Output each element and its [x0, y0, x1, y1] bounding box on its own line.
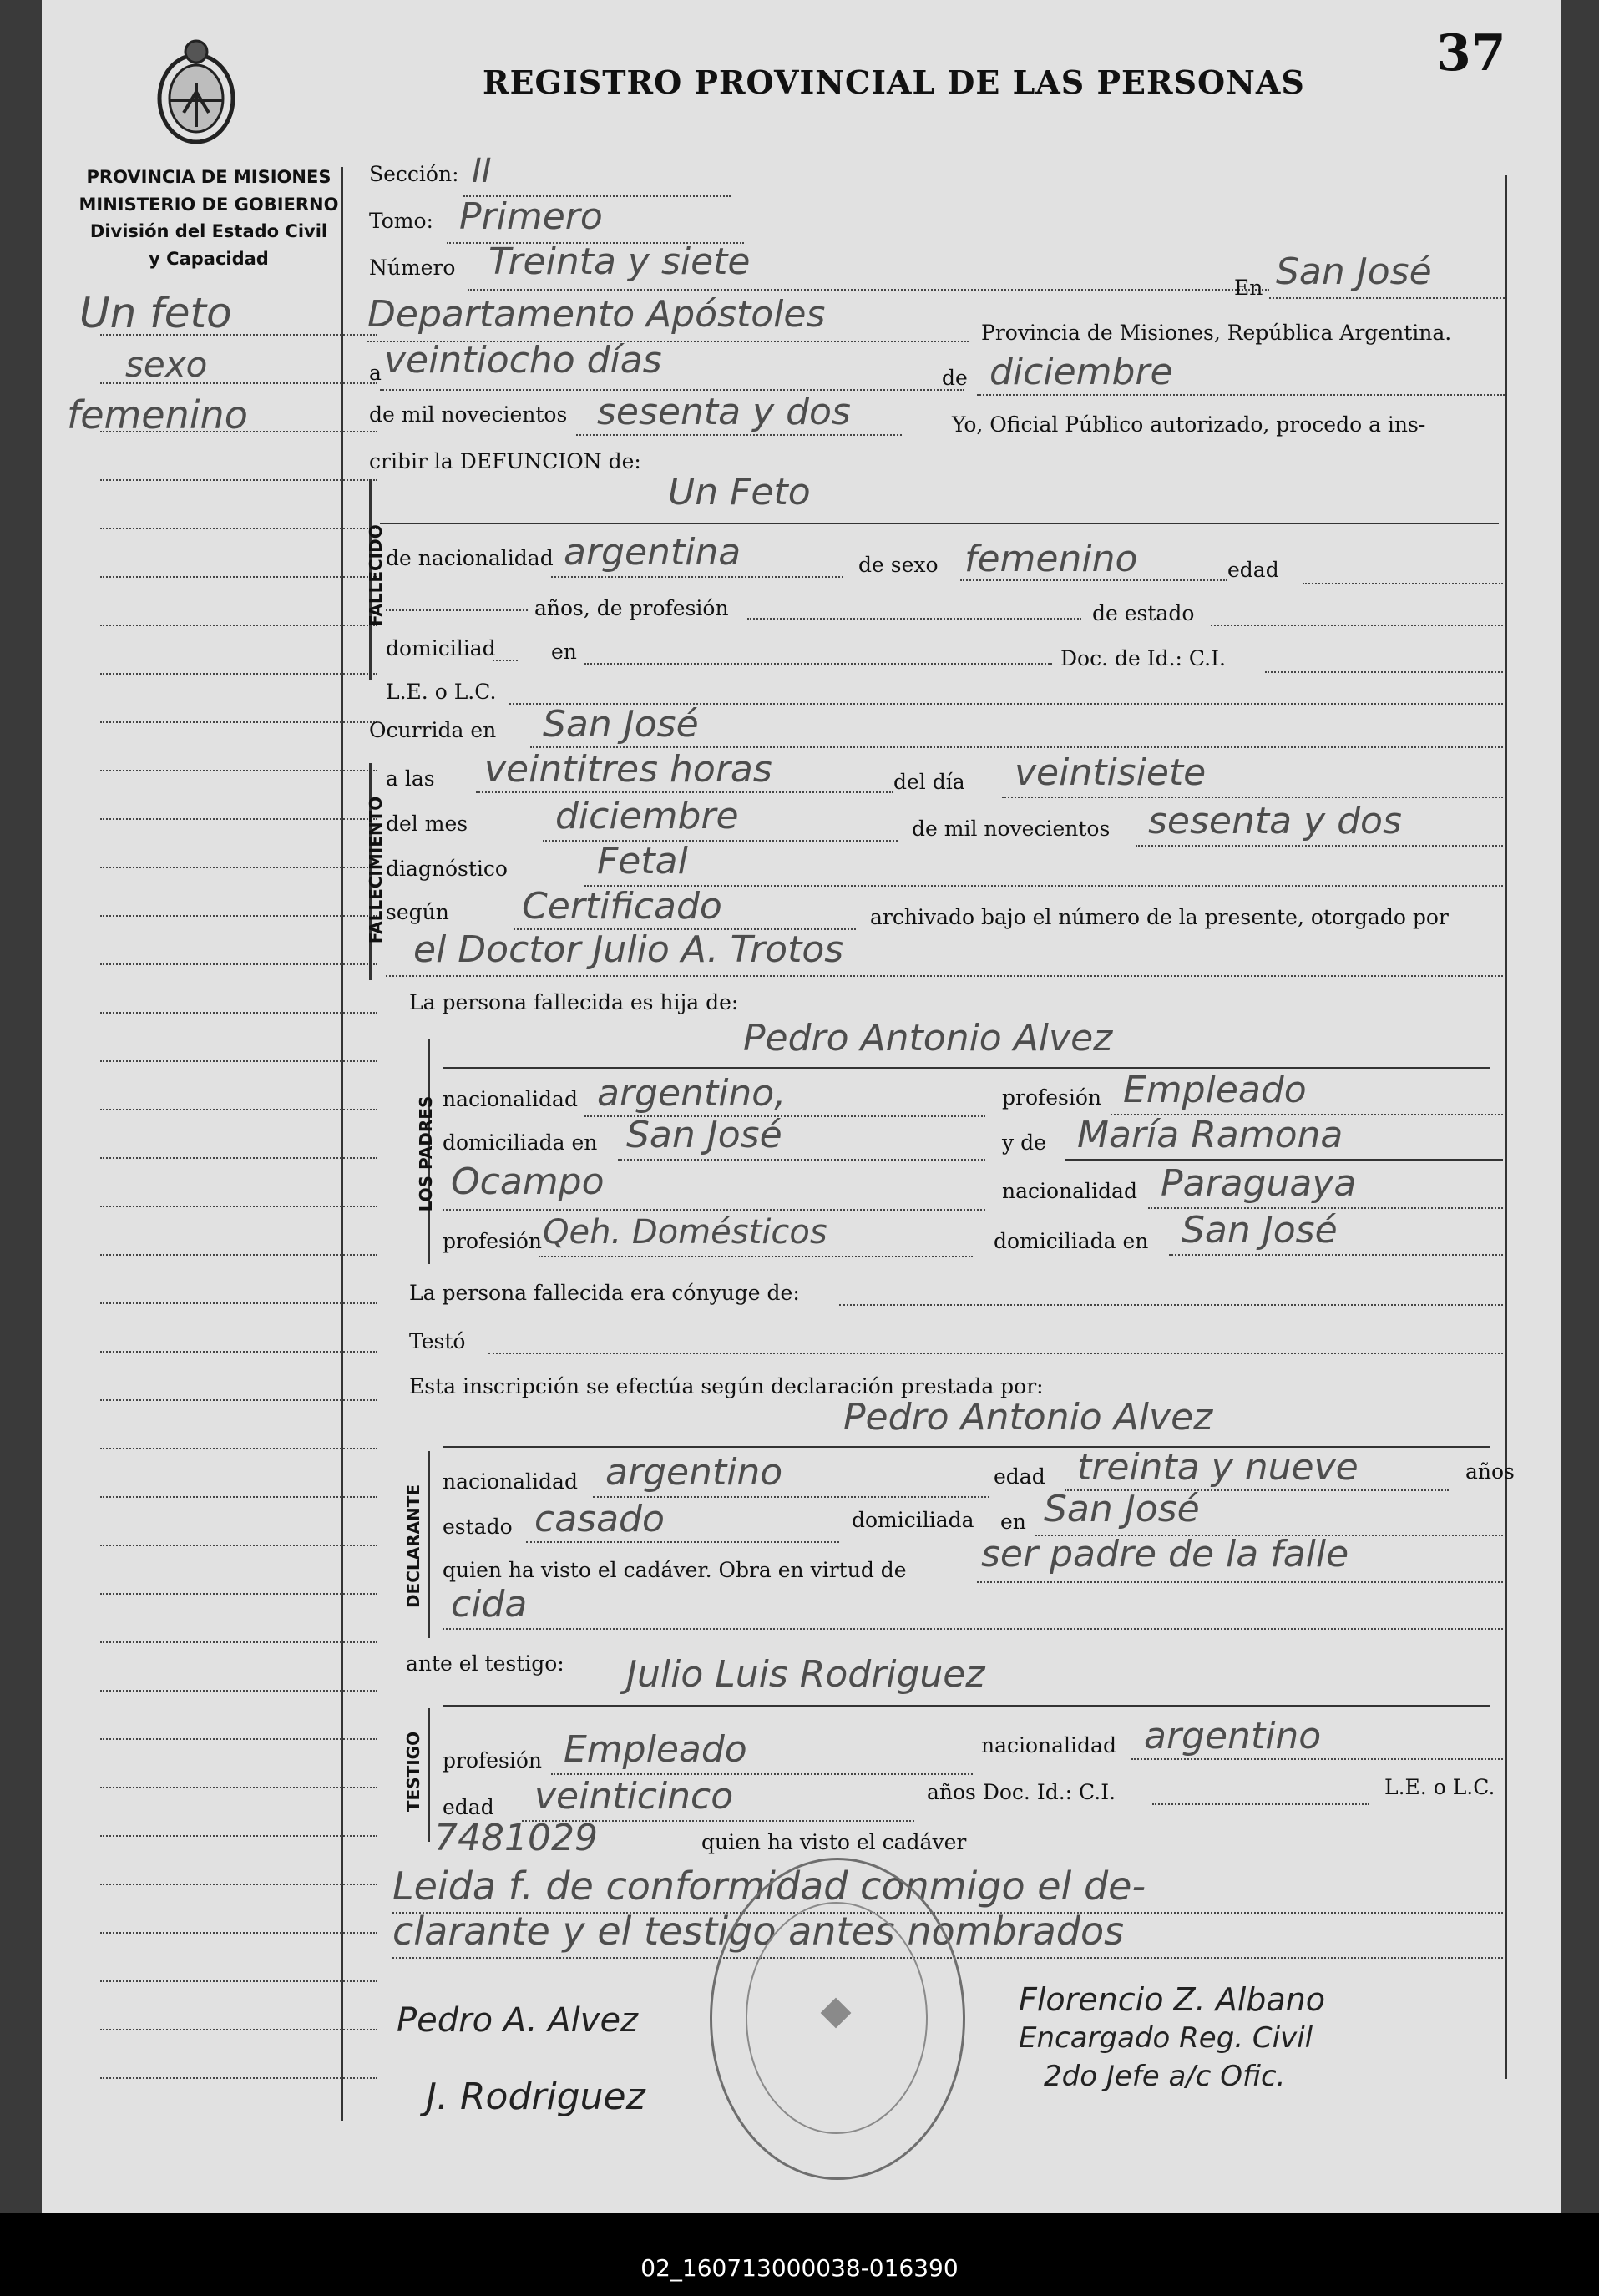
value-madre2: Ocampo — [451, 1161, 605, 1203]
value-mes2: diciembre — [555, 795, 739, 837]
header-ministry: MINISTERIO DE GOBIERNO — [78, 194, 339, 215]
value-dias: veintiocho días — [384, 339, 662, 382]
value-ocurrida: San José — [543, 703, 699, 746]
label-anos-profesion: años, de profesión — [534, 596, 729, 620]
value-madre-dom: San José — [1182, 1209, 1338, 1252]
signature-oficial: Florencio Z. Albano — [1019, 1981, 1326, 2018]
margin-note-1: Un feto — [79, 289, 232, 337]
label-en: En — [1234, 276, 1263, 300]
right-border — [1505, 175, 1507, 2079]
closing-line-1: Leida f. de conformidad conmigo el de- — [392, 1864, 1146, 1909]
margin-note-3: femenino — [67, 392, 248, 437]
label-nacionalidad: nacionalidad — [443, 1087, 578, 1111]
label-del-dia: del día — [893, 770, 965, 794]
label-y-de: y de — [1002, 1130, 1046, 1155]
closing-line-2: clarante y el testigo antes nombrados — [392, 1909, 1125, 1954]
register-page — [42, 0, 1561, 2213]
value-dia: veintisiete — [1015, 751, 1207, 794]
label-declaracion: Esta inscripción se efectúa según declaración prestada por: — [409, 1374, 1044, 1398]
label-numero: Número — [369, 255, 456, 280]
coat-of-arms-seal — [150, 33, 242, 150]
header-division: División del Estado Civil — [89, 221, 328, 242]
value-decl-edad: treinta y nueve — [1077, 1446, 1359, 1489]
footer-code: 02_160713000038-016390 — [640, 2254, 959, 2282]
label-archivado: archivado bajo el número de la presente, otorgado por — [870, 905, 1449, 929]
signature-testigo: J. Rodriguez — [426, 2076, 645, 2118]
value-test-doc: 7481029 — [434, 1817, 598, 1859]
label-domiciliad: domiciliad — [386, 636, 496, 660]
label-profesion3: profesión — [443, 1748, 543, 1773]
value-hora: veintitres horas — [484, 748, 772, 791]
label-profesion2: profesión — [443, 1229, 543, 1253]
value-decl-estado: casado — [534, 1498, 665, 1540]
label-profesion: profesión — [1002, 1085, 1102, 1110]
label-a-las: a las — [386, 766, 435, 791]
label-en2: en — [551, 640, 577, 664]
label-edad: edad — [1227, 558, 1279, 582]
label-domiciliada-en2: domiciliada en — [994, 1229, 1149, 1253]
header-capacity: y Capacidad — [149, 248, 269, 269]
label-de-nacionalidad: de nacionalidad — [386, 546, 554, 570]
value-diagnostico: Fetal — [597, 840, 688, 882]
label-de-sexo: de sexo — [858, 553, 939, 577]
value-padre-dom: San José — [626, 1114, 782, 1156]
value-nacionalidad: argentina — [564, 531, 741, 574]
label-seccion: Sección: — [369, 162, 459, 186]
label-nacionalidad4: nacionalidad — [981, 1733, 1116, 1757]
label-en3: en — [1000, 1510, 1026, 1534]
label-domiciliada-en: domiciliada en — [443, 1130, 598, 1155]
value-departamento: Departamento Apóstoles — [367, 293, 826, 336]
label-segun: según — [386, 900, 449, 924]
label-de-mil-novecientos: de mil novecientos — [369, 402, 568, 427]
label-provincia: Provincia de Misiones, República Argentina. — [981, 321, 1452, 345]
label-le-lc: L.E. o L.C. — [386, 680, 497, 704]
header-province: PROVINCIA DE MISIONES — [86, 167, 331, 187]
label-nacionalidad3: nacionalidad — [443, 1469, 578, 1494]
label-doc-id: Doc. de Id.: C.I. — [1060, 646, 1226, 670]
value-decl-dom: San José — [1044, 1488, 1200, 1530]
section-los-padres: LOS PADRES — [416, 1095, 436, 1212]
label-de: de — [942, 366, 968, 390]
label-testo: Testó — [409, 1329, 466, 1353]
label-anos-doc: años Doc. Id.: C.I. — [927, 1780, 1116, 1804]
value-decl-virtud2: cida — [451, 1583, 528, 1626]
left-margin-border — [341, 167, 343, 2121]
value-en: San José — [1276, 250, 1432, 293]
value-segun: Certificado — [522, 885, 722, 928]
label-anos: años — [1465, 1459, 1515, 1484]
value-otorgado: el Doctor Julio A. Trotos — [413, 928, 844, 971]
label-a: a — [369, 361, 382, 385]
value-mes: diciembre — [989, 351, 1173, 393]
value-test-edad: veinticinco — [534, 1775, 734, 1818]
section-testigo: TESTIGO — [403, 1731, 423, 1813]
section-fallecido: FALLECIDO — [366, 524, 386, 626]
label-domiciliada-en3: domiciliada — [852, 1508, 974, 1532]
value-decl-virtud: ser padre de la falle — [981, 1533, 1349, 1575]
section-declarante: DECLARANTE — [403, 1484, 423, 1609]
value-seccion: II — [472, 152, 492, 190]
value-anio: sesenta y dos — [597, 391, 851, 433]
page-number: 37 — [1436, 24, 1506, 83]
label-le-lc2: L.E. o L.C. — [1384, 1775, 1495, 1799]
label-tomo: Tomo: — [369, 209, 433, 233]
value-difunto: Un Feto — [668, 471, 811, 513]
value-madre-nac: Paraguaya — [1161, 1162, 1357, 1205]
label-oficial: Yo, Oficial Público autorizado, procedo a ins- — [952, 412, 1426, 437]
page-title: REGISTRO PROVINCIAL DE LAS PERSONAS — [483, 63, 1305, 101]
value-test-nac: argentino — [1144, 1715, 1322, 1757]
value-test-prof: Empleado — [564, 1728, 747, 1771]
value-sexo: femenino — [964, 538, 1138, 580]
value-declarante: Pedro Antonio Alvez — [843, 1396, 1213, 1439]
official-stamp — [710, 1858, 965, 2180]
value-numero: Treinta y siete — [488, 240, 751, 283]
value-padre-nac: argentino, — [597, 1072, 787, 1115]
value-testigo: Julio Luis Rodriguez — [626, 1653, 985, 1696]
label-visto-cadaver2: quien ha visto el cadáver — [701, 1830, 967, 1854]
label-del-mes: del mes — [386, 812, 468, 836]
section-fallecimiento: FALLECIMIENTO — [366, 796, 386, 944]
label-estado: estado — [443, 1515, 513, 1539]
signature-title-2: 2do Jefe a/c Ofic. — [1044, 2060, 1286, 2093]
value-decl-nac: argentino — [605, 1451, 783, 1494]
label-ocurrida-en: Ocurrida en — [369, 718, 497, 742]
label-cribir: cribir la DEFUNCION de: — [369, 449, 641, 473]
value-madre-prof: Qeh. Domésticos — [543, 1213, 827, 1252]
value-padre-prof: Empleado — [1123, 1069, 1307, 1111]
value-padre: Pedro Antonio Alvez — [743, 1017, 1113, 1059]
label-edad2: edad — [994, 1464, 1045, 1489]
label-ante-testigo: ante el testigo: — [406, 1651, 564, 1676]
label-nacionalidad2: nacionalidad — [1002, 1179, 1137, 1203]
value-tomo: Primero — [459, 195, 603, 238]
label-de-estado: de estado — [1092, 601, 1195, 625]
label-edad3: edad — [443, 1795, 494, 1819]
label-visto-cadaver: quien ha visto el cadáver. Obra en virtud de — [443, 1558, 907, 1582]
label-hija-de: La persona fallecida es hija de: — [409, 990, 739, 1014]
label-diagnostico: diagnóstico — [386, 857, 508, 881]
value-madre: María Ramona — [1077, 1114, 1343, 1156]
label-de-mil-novecientos2: de mil novecientos — [912, 817, 1111, 841]
label-conyuge: La persona fallecida era cónyuge de: — [409, 1281, 800, 1305]
margin-note-2: sexo — [125, 344, 208, 385]
signature-title-1: Encargado Reg. Civil — [1019, 2021, 1313, 2055]
signature-declarante: Pedro A. Alvez — [397, 2001, 639, 2040]
value-anio2: sesenta y dos — [1148, 800, 1402, 842]
